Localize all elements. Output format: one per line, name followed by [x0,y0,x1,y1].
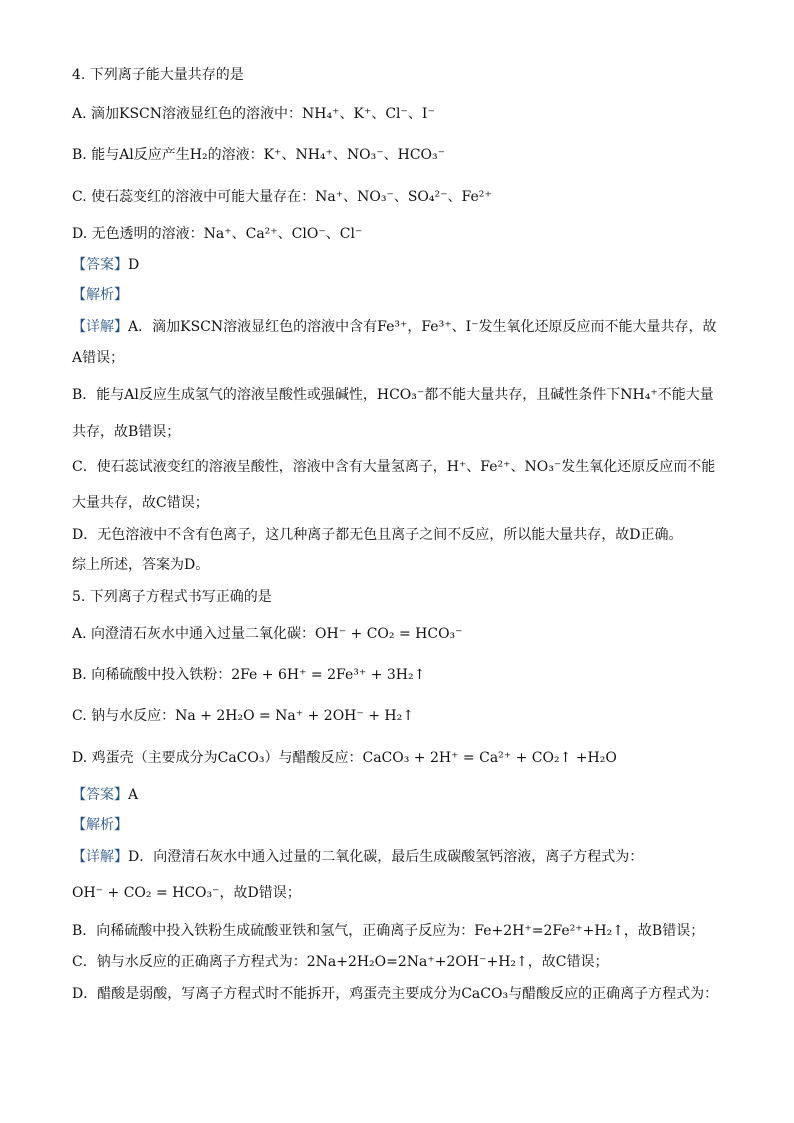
q4-answer-line [72,256,734,274]
q4-detail-c-line2: 大量共存，故C错误； [72,495,209,511]
q5-analysis-tag: 【解析】 [72,817,128,833]
q5-detail-b: B．向稀硫酸中投入铁粉生成硫酸亚铁和氢气，正确离子反应为：Fe+2H⁺=2Fe²⁺+H₂↑，故B错误； [72,923,705,939]
q5-detail-c: C．钠与水反应的正确离子方程式为：2Na+2H₂O=2Na⁺+2OH⁻+H₂↑，故C错误； [72,954,609,970]
q5-detail-d-equation: OH⁻ + CO₂ = HCO₃⁻，故D错误； [72,885,301,901]
q5-answer-value: A [128,787,139,803]
q4-detail-a-line2: A错误； [72,350,125,366]
q4-analysis-tag: 【解析】 [72,287,128,303]
q5-answer-line [72,786,734,804]
q4-option-b: B. 能与Al反应产生H₂的溶液：K⁺、NH₄⁺、NO₃⁻、HCO₃⁻ [72,147,446,163]
q4-detail-b-line2: 共存，故B错误； [72,424,181,440]
q5-stem: 5. 下列离子方程式书写正确的是 [72,589,272,605]
q4-summary: 综上所述，答案为D。 [72,557,210,573]
q4-option-a: A. 滴加KSCN溶液显红色的溶液中：NH₄⁺、K⁺、Cl⁻、I⁻ [72,106,435,122]
q4-option-d: D. 无色透明的溶液：Na⁺、Ca²⁺、ClO⁻、Cl⁻ [72,226,363,242]
q5-option-b: B. 向稀硫酸中投入铁粉：2Fe + 6H⁺ = 2Fe³⁺ + 3H₂↑ [72,667,426,683]
q5-detail-tag: 【详解】 [72,849,128,865]
q4-detail-a-text: A．滴加KSCN溶液显红色的溶液中含有Fe³⁺，Fe³⁺、I⁻发生氧化还原反应而不能大量共存，故 [128,319,717,335]
q4-answer-value: D [128,257,140,273]
q5-option-c: C. 钠与水反应：Na + 2H₂O = Na⁺ + 2OH⁻ + H₂↑ [72,708,414,724]
q5-answer-tag: 【答案】 [72,787,128,803]
q5-option-a: A. 向澄清石灰水中通入过量二氧化碳：OH⁻ + CO₂ = HCO₃⁻ [72,626,463,642]
q4-answer-tag: 【答案】 [72,257,128,273]
q5-detail-d-line1 [72,848,734,866]
q4-detail-a-line1 [72,318,734,336]
q4-detail-d: D．无色溶液中不含有色离子，这几种离子都无色且离子之间不反应，所以能大量共存，故D正确。 [72,527,683,543]
q4-option-c: C. 使石蕊变红的溶液中可能大量存在：Na⁺、NO₃⁻、SO₄²⁻、Fe²⁺ [72,189,492,205]
q4-stem: 4. 下列离子能大量共存的是 [72,67,244,83]
q5-detail-d-line3: D．醋酸是弱酸，写离子方程式时不能拆开，鸡蛋壳主要成分为CaCO₃与醋酸反应的正确离子方程式为： [72,986,719,1002]
q5-detail-d-text: D．向澄清石灰水中通入过量的二氧化碳，最后生成碳酸氢钙溶液，离子方程式为： [128,849,644,865]
q4-detail-b-line1: B．能与Al反应生成氢气的溶液呈酸性或强碱性，HCO₃⁻都不能大量共存，且碱性条件下NH₄⁺不能大量 [72,387,714,403]
q4-detail-c-line1: C．使石蕊试液变红的溶液呈酸性，溶液中含有大量氢离子，H⁺、Fe²⁺、NO₃⁻发生氧化还原反应而不能 [72,459,716,475]
q5-option-d: D. 鸡蛋壳（主要成分为CaCO₃）与醋酸反应：CaCO₃ + 2H⁺ = Ca²⁺ + CO₂↑ +H₂O [72,750,617,766]
q4-detail-tag: 【详解】 [72,319,128,335]
